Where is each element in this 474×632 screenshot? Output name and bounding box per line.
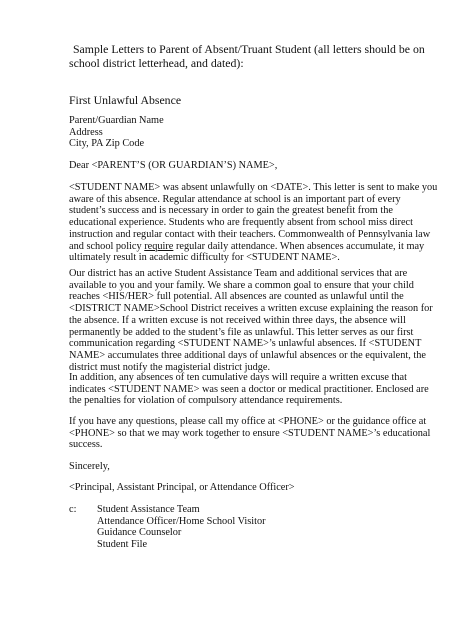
underlined-word: require bbox=[144, 240, 174, 252]
paragraph-line: Our district has an active Student Assistance Team and additional services that are bbox=[69, 268, 408, 279]
paragraph-line: available to you and your family. We share a common goal to ensure that your child bbox=[69, 279, 414, 291]
paragraph-cumulative-days bbox=[69, 372, 429, 407]
paragraph-line: <STUDENT NAME> was absent unlawfully on <DATE>. This letter is sent to make you bbox=[69, 182, 438, 193]
paragraph-line: permanently be added to the student’s file as unlawful. This letter serves as our first bbox=[69, 326, 414, 338]
paragraph-line: student’s success and is necessary in order to gain the greatest benefit from the bbox=[69, 205, 393, 217]
paragraph-line: the penalties for violation of compulsory attendance requirements. bbox=[69, 395, 343, 407]
paragraph-line: If you have any questions, please call my office at <PHONE> or the guidance office at bbox=[69, 416, 427, 427]
paragraph-line: aware of this absence. Regular attendance at school is an important part of every bbox=[69, 193, 401, 205]
paragraph-assistance-team bbox=[69, 268, 433, 373]
paragraph-absence-notice bbox=[69, 182, 438, 264]
paragraph-line bbox=[69, 241, 429, 253]
title-line-2: school district letterhead, and dated): bbox=[69, 56, 244, 70]
closing: Sincerely, bbox=[69, 461, 110, 472]
cc-recipient: Attendance Officer/Home School Visitor bbox=[97, 515, 266, 527]
cc-recipient: Student Assistance Team bbox=[97, 504, 200, 515]
paragraph-line: reaches <HIS/HER> full potential. All absences are counted as unlawful until the bbox=[69, 291, 404, 303]
address-line-street: Address bbox=[69, 126, 103, 138]
paragraph-line: <DISTRICT NAME>School District receives a written excuse explaining the reason for bbox=[69, 303, 433, 315]
salutation: Dear <PARENT’S (OR GUARDIAN’S) NAME>, bbox=[69, 160, 278, 171]
paragraph-line: <PHONE> so that we may work together to ensure <STUDENT NAME>’s educational bbox=[69, 427, 431, 439]
text-span: regular daily attendance. When absences accumulate, it may bbox=[173, 240, 425, 252]
document-title bbox=[69, 42, 439, 70]
title-line-1: Sample Letters to Parent of Absent/Truant Student (all letters should be on bbox=[73, 42, 425, 56]
paragraph-line: ultimately result in academic difficulty for <STUDENT NAME>. bbox=[69, 252, 340, 264]
cc-recipient: Student File bbox=[97, 539, 148, 551]
paragraph-line: instruction and regular contact with their teachers. Commonwealth of Pennsylvania law bbox=[69, 228, 431, 240]
section-heading: First Unlawful Absence bbox=[69, 93, 182, 107]
signature-line: <Principal, Assistant Principal, or Attendance Officer> bbox=[69, 482, 295, 493]
address-line-city: City, PA Zip Code bbox=[69, 138, 145, 150]
cc-label: c: bbox=[69, 504, 77, 515]
paragraph-line: In addition, any absences of ten cumulative days will require a written excuse that bbox=[69, 372, 407, 383]
paragraph-line: district must notify the magisterial district judge. bbox=[69, 361, 271, 373]
paragraph-line: educational experience. Students who are frequently absent from school miss direct bbox=[69, 217, 413, 229]
cc-recipient: Guidance Counselor bbox=[97, 527, 182, 539]
address-line-name: Parent/Guardian Name bbox=[69, 115, 164, 126]
paragraph-contact bbox=[69, 416, 429, 451]
recipient-address bbox=[69, 115, 429, 150]
cc-recipient-list bbox=[97, 504, 266, 551]
paragraph-line: communication regarding <STUDENT NAME>’s unlawful absences. If <STUDENT bbox=[69, 338, 422, 350]
paragraph-line: NAME> accumulates three additional days of unlawful absences or the equivalent, the bbox=[69, 349, 426, 361]
paragraph-line: success. bbox=[69, 439, 103, 451]
text-span: and school policy bbox=[69, 240, 145, 252]
paragraph-line: the absence. If a written excuse is not received within three days, the absence will bbox=[69, 314, 406, 326]
paragraph-line: indicates <STUDENT NAME> was seen a doctor or medical practitioner. Enclosed are bbox=[69, 383, 429, 395]
